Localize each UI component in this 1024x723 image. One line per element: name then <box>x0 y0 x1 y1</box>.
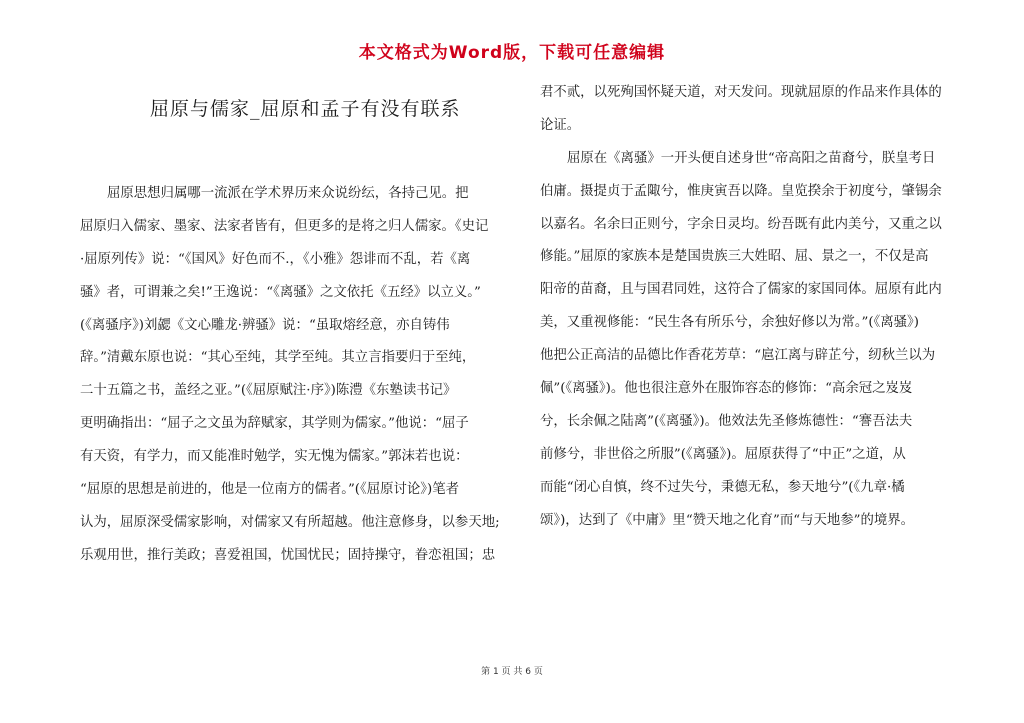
text-line: 更明确指出：“屈子之文虽为辞赋家，其学则为儒家。”他说：“屈子 <box>80 416 469 432</box>
right-column <box>540 82 980 542</box>
text-line: 乐观用世，推行美政；喜爱祖国，忧国忧民；固持操守，眷恋祖国；忠 <box>80 547 496 563</box>
text-line: 伯庸。摄提贞于孟陬兮，惟庚寅吾以降。皇览揆余于初度兮，肇锡余 <box>540 183 942 199</box>
text-line: 而能“闭心自慎，终不过失兮，秉德无私，参天地兮”(《九章·橘 <box>540 479 905 495</box>
text-line: ·屈原列传》说：“《国风》好色而不.，《小雅》怨诽而不乱，若《离 <box>80 251 471 267</box>
text-line: 君不贰，以死殉国怀疑天道，对天发问。现就屈原的作品来作具体的 <box>540 85 942 100</box>
text-line: 前修兮，非世俗之所服”(《离骚》)。屈原获得了“中正”之道，从 <box>540 446 906 462</box>
text-line: 认为，屈原深受儒家影响，对儒家又有所超越。他注意修身，以参天地; <box>80 514 500 530</box>
text-line: 屈原思想归属哪一流派在学术界历来众说纷纭，各持己见。把 <box>107 186 469 201</box>
text-line: 他把公正高洁的品德比作香花芳草：“扈江离与辟芷兮，纫秋兰以为 <box>540 348 936 364</box>
text-line: 颂》)，达到了《中庸》里“赞天地之化育”而“与天地参”的境界。 <box>540 512 915 528</box>
text-line: 美，又重视修能：“民生各有所乐兮，余独好修以为常。”(《离骚》) <box>540 315 919 331</box>
page-number-footer: 第 1 页 共 6 页 <box>481 667 543 677</box>
text-line: 屈原归入儒家、墨家、法家者皆有，但更多的是将之归人儒家。《史记 <box>80 218 489 234</box>
text-line: 以嘉名。名余曰正则兮，字余日灵均。纷吾既有此内美兮，又重之以 <box>540 216 942 232</box>
text-line: 辞。”清戴东原也说：“其心至纯，其学至纯。其立言指要归于至纯， <box>80 350 476 366</box>
text-line: 修能。”屈原的家族本是楚国贵族三大姓昭、屈、景之一，不仅是高 <box>540 249 929 265</box>
left-column <box>80 183 520 578</box>
text-line: 兮，长余佩之陆离”(《离骚》)。他效法先圣修炼德性：“謇吾法夫 <box>540 413 913 429</box>
text-line: 有天资，有学力，而又能准时勉学，实无愧为儒家。”郭沫若也说： <box>80 449 469 465</box>
text-line: 二十五篇之书，盖经之亚。”(《屈原赋注·序》)陈澧《东塾读书记》 <box>80 383 457 399</box>
word-format-banner: 本文格式为Word版，下载可任意编辑 <box>358 43 666 63</box>
text-line: 屈原在《离骚》一开头便自述身世“帝高阳之苗裔兮，朕皇考日 <box>567 150 936 166</box>
text-line: (《离骚序》)刘勰《文心雕龙·辨骚》说：“虽取熔经意，亦自铸伟 <box>80 317 450 333</box>
text-line: 骚》者，可谓兼之矣!”王逸说：“《离骚》之文依托《五经》以立义。” <box>80 284 481 300</box>
text-line: “屈原的思想是前进的，他是一位南方的儒者。”(《屈原讨论》)笔者 <box>80 482 459 498</box>
document-title: 屈原与儒家_屈原和孟子有没有联系 <box>150 98 461 120</box>
text-line: 论证。 <box>540 117 581 133</box>
text-line: 阳帝的苗裔，且与国君同姓，这符合了儒家的家国同体。屈原有此内 <box>540 282 942 298</box>
text-line: 佩”(《离骚》)。他也很注意外在服饰容态的修饰：“高余冠之岌岌 <box>540 381 913 397</box>
